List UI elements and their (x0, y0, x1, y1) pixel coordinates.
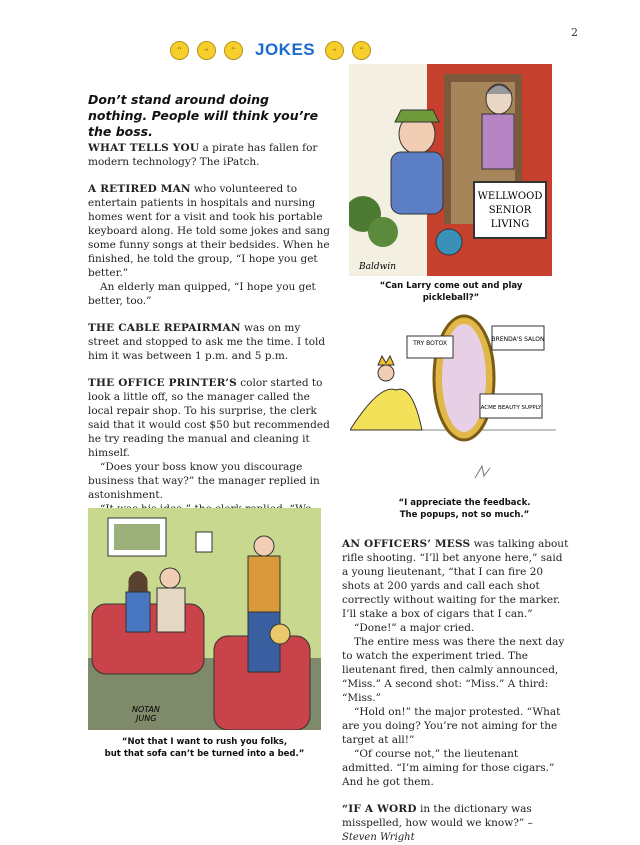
page-number: 2 (571, 26, 578, 39)
grin-sweat-emoji-icon: ᵔ (170, 41, 189, 60)
mirror-caption (372, 497, 557, 521)
grin-squint-emoji-icon: ᵔ (224, 41, 243, 60)
joke-pirate: WHAT TELLS YOU a pirate has fallen for modern technology? The iPatch. (88, 142, 318, 168)
section-header (170, 37, 440, 63)
tagline: Don’t stand around doing nothing. People will think you’re the boss. (88, 92, 319, 139)
zany-emoji-icon: ᵕ (197, 41, 216, 60)
mirror-caption-line-1: “I appreciate the feedback. (398, 498, 531, 508)
sofa-caption-line-1: “Not that I want to rush you folks, (121, 737, 288, 747)
sofa-caption (88, 736, 321, 760)
mirror-caption-line-2: The popups, not so much.” (399, 510, 530, 520)
popup-botox: TRY BOTOX (413, 340, 447, 347)
sofa-cartoon (88, 508, 321, 730)
sign-line-3: LIVING (490, 219, 530, 230)
joke-officers-mess-para-2: “Done!” a major cried. (354, 622, 475, 634)
cartoon-signature: Baldwin (359, 262, 396, 272)
joke-office-printer: THE OFFICE PRINTER’S color started to look a little off, so the manager called the local repair shop. To his surprise, the clerk said that it would cost $50 but recommended he try reading the manual and cleaning it himself. (88, 377, 330, 459)
popup-beauty-supply: ACME BEAUTY SUPPLY (480, 405, 542, 411)
joke-officers-mess-para-5: “Of course not,” the lieutenant admitted. “I’m aiming for those cigars.” And he got them. (342, 748, 555, 788)
joke-office-printer-para-2: “Does your boss know you discourage business that way?” the manager replied in astonishment. (88, 461, 320, 501)
joke-cable-repairman: THE CABLE REPAIRMAN was on my street and stopped to ask me the time. I told him it was between 1 p.m. and 5 p.m. (88, 322, 326, 362)
smirk-emoji-icon: ᵔ (352, 41, 371, 60)
joke-officers-mess-para-3: The entire mess was there the next day to watch the experiment tried. The lieutenant fired, then calmly announced, “Miss.” A second shot: “Miss.” A third: “Miss.” (342, 636, 565, 704)
section-title: JOKES (255, 40, 316, 59)
joke-retired-man: A RETIRED MAN who volunteered to entertain patients in hospitals and nursing homes went for a visit and took his portable keyboard along. He told some jokes and sang some funny songs at their bedsides. When he finished, he told the group, “I hope you get better.” (88, 183, 330, 279)
football-emoji-icon: ᵕ (325, 41, 344, 60)
mirror-cartoon (350, 308, 556, 490)
joke-officers-mess-para-4: “Hold on!” the major protested. “What are you doing? You’re not aiming for the target at all!” (342, 706, 561, 746)
popup-salon: BRENDA'S SALON (491, 336, 545, 343)
left-joke-column (88, 141, 334, 544)
sign-line-1: WELLWOOD (477, 191, 543, 202)
joke-officers-mess: AN OFFICERS’ MESS was talking about rifle shooting. “I’ll bet anyone here,” said a young lieutenant, “that I can fire 20 shots at 200 yards and call each shot correctly without waiting for the marker. I’ll stake a box of cigars that I can.” (342, 538, 569, 620)
sofa-signature-line-2: JUNG (136, 714, 157, 723)
joke-retired-man-punchline: An elderly man quipped, “I hope you get better, too.” (88, 281, 316, 307)
right-joke-column (342, 537, 570, 845)
pickleball-cartoon (349, 64, 552, 276)
joke-dictionary: “IF A WORD in the dictionary was misspelled, how would we know?” – Steven Wright (342, 803, 533, 843)
pickleball-caption: “Can Larry come out and play pickleball?” (379, 281, 523, 303)
sofa-signature-line-1: NOTAN (132, 705, 160, 714)
sofa-caption-line-2: but that sofa can’t be turned into a bed.” (104, 749, 305, 759)
sign-line-2: SENIOR (488, 205, 532, 216)
